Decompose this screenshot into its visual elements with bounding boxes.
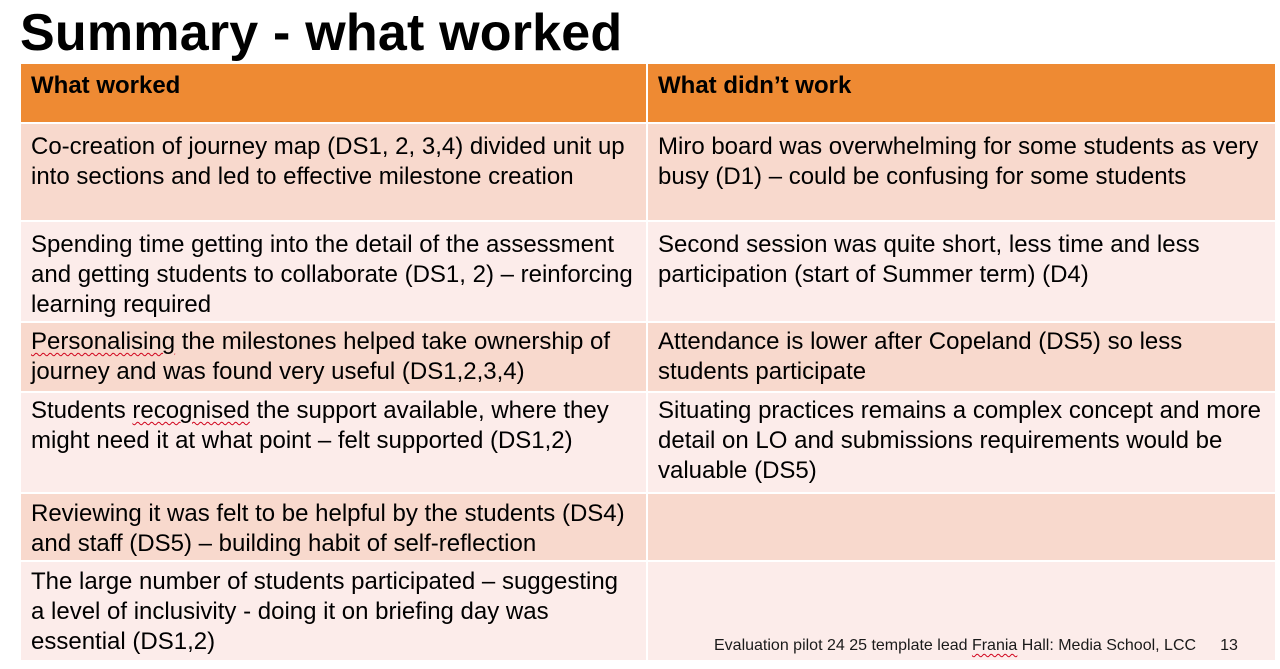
didnt-work-cell: Situating practices remains a complex concept and more detail on LO and submissions requirements would be valuable (DS5): [647, 392, 1276, 493]
table-row: [20, 392, 1276, 493]
worked-cell: Reviewing it was felt to be helpful by the students (DS4) and staff (DS5) – building habit of self-reflection: [20, 493, 647, 561]
worked-cell-text: the support available, where they might need it at what point – felt supported (DS1,2): [31, 397, 609, 454]
slide-title: Summary - what worked: [20, 4, 623, 62]
header-what-didnt-work: What didn’t work: [647, 63, 1276, 123]
table-row: [20, 221, 1276, 322]
worked-cell-text: the milestones helped take ownership of journey and was found very useful (DS1,2,3,4): [31, 328, 611, 385]
worked-cell: [20, 322, 647, 392]
worked-cell: The large number of students participated – suggesting a level of inclusivity - doing it on briefing day was essential (DS1,2): [20, 561, 647, 661]
table-row: [20, 493, 1276, 561]
worked-cell: Co-creation of journey map (DS1, 2, 3,4) divided unit up into sections and led to effective milestone creation: [20, 123, 647, 221]
worked-cell: Spending time getting into the detail of the assessment and getting students to collaborate (DS1, 2) – reinforcing learning required: [20, 221, 647, 322]
spellcheck-marked-word: Frania: [971, 637, 1018, 654]
spellcheck-marked-word: Personalising: [31, 328, 176, 355]
footer-text: Hall: Media School, LCC: [1017, 637, 1197, 654]
table-row: [20, 322, 1276, 392]
didnt-work-cell: Second session was quite short, less time and less participation (start of Summer term) (D4): [647, 221, 1276, 322]
spellcheck-marked-word: recognised: [132, 397, 250, 424]
didnt-work-cell: Attendance is lower after Copeland (DS5) so less students participate: [647, 322, 1276, 392]
slide-footer: [714, 636, 1238, 656]
page-number: 13: [1220, 637, 1238, 654]
table-row: [20, 123, 1276, 221]
worked-cell-text: Students: [31, 397, 133, 424]
didnt-work-cell: Miro board was overwhelming for some students as very busy (D1) – could be confusing for some students: [647, 123, 1276, 221]
worked-cell: [20, 392, 647, 493]
table-header-row: [20, 63, 1276, 123]
header-what-worked: What worked: [20, 63, 647, 123]
summary-table: [19, 62, 1277, 662]
footer-text: Evaluation pilot 24 25 template lead: [714, 637, 972, 654]
didnt-work-cell: [647, 493, 1276, 561]
